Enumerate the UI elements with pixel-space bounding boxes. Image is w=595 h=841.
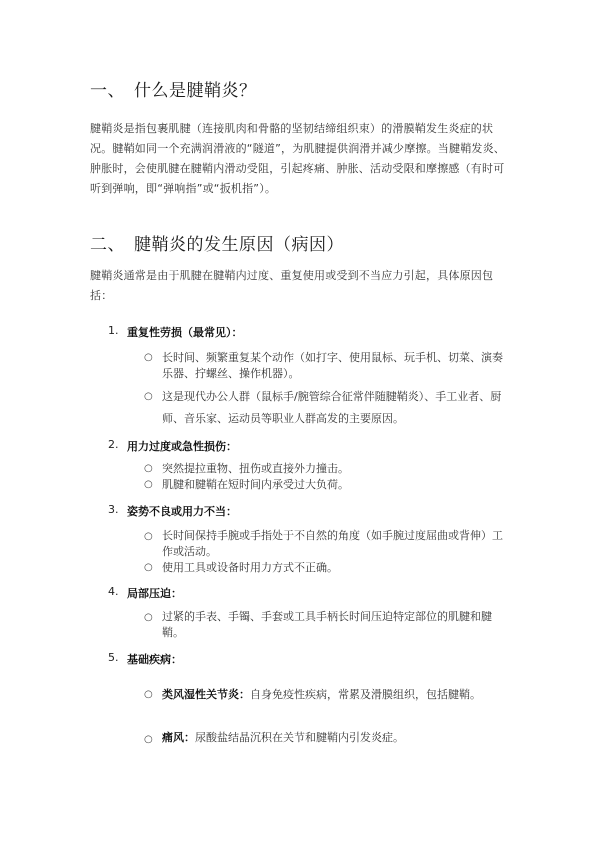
bullet-icon: ○ (144, 734, 153, 745)
section1-paragraph: 腱鞘炎是指包裹肌腱（连接肌肉和骨骼的坚韧结缔组织束）的滑膜鞘发生炎症的状况。腱鞘如同一个充满润滑液的“隧道”，为肌腱提供润滑并减少摩擦。当腱鞘发炎、肿胀时，会使肌腱在腱鞘内滑动受阻，引起疼痛、肿胀、活动受限和摩擦感（有时可听到弹响，即“弹响指”或“扳机指”）。 (90, 122, 505, 195)
cause-5-point-1-label: 类风湿性关节炎： (162, 688, 250, 701)
cause-5-point-1-text: 自身免疫性疾病，常累及滑膜组织，包括腱鞘。 (250, 688, 481, 701)
cause-3-number: 3. (108, 503, 119, 516)
cause-5-point-2 (162, 730, 507, 746)
bullet-icon: ○ (144, 391, 153, 402)
cause-3-point-1: 长时间保持手腕或手指处于不自然的角度（如手腕过度屈曲或背伸）工作或活动。 (162, 529, 503, 558)
cause-1-point-2: 这是现代办公人群（鼠标手/腕管综合征常伴随腱鞘炎）、手工业者、厨师、音乐家、运动员等职业人群高发的主要原因。 (162, 390, 502, 425)
bullet-icon: ○ (144, 352, 153, 363)
cause-4-title: 局部压迫： (127, 587, 182, 600)
section1-heading: 一、 什么是腱鞘炎？ (90, 81, 257, 101)
bullet-icon: ○ (144, 531, 153, 542)
bullet-icon: ○ (144, 612, 153, 623)
cause-4-point-1: 过紧的手表、手镯、手套或工具手柄长时间压迫特定部位的肌腱和腱鞘。 (162, 610, 492, 639)
bullet-icon: ○ (144, 479, 153, 490)
cause-1-number: 1. (108, 324, 119, 337)
cause-1-title: 重复性劳损（最常见）： (127, 326, 243, 339)
bullet-icon: ○ (144, 562, 153, 573)
bullet-icon: ○ (144, 463, 153, 474)
cause-2-title: 用力过度或急性损伤： (127, 440, 237, 453)
section2-heading: 二、 腱鞘炎的发生原因（病因） (90, 235, 344, 255)
cause-1-point-1: 长时间、频繁重复某个动作（如打字、使用鼠标、玩手机、切菜、演奏乐器、拧螺丝、操作机器）。 (162, 351, 503, 380)
section2-intro: 腱鞘炎通常是由于肌腱在腱鞘内过度、重复使用或受到不当应力引起，具体原因包括： (90, 269, 494, 302)
cause-3-title: 姿势不良或用力不当： (127, 505, 237, 518)
cause-3-point-2: 使用工具或设备时用力方式不正确。 (162, 561, 338, 574)
cause-5-title: 基础疾病： (127, 653, 182, 666)
cause-5-point-2-text: 尿酸盐结晶沉积在关节和腱鞘内引发炎症。 (195, 731, 404, 744)
bullet-icon: ○ (144, 689, 153, 700)
cause-5-number: 5. (108, 651, 119, 664)
cause-2-number: 2. (108, 438, 119, 451)
cause-5-point-2-label: 痛风： (162, 731, 195, 744)
cause-4-number: 4. (108, 585, 119, 598)
cause-2-point-2: 肌腱和腱鞘在短时间内承受过大负荷。 (162, 478, 349, 491)
cause-2-point-1: 突然提拉重物、扭伤或直接外力撞击。 (162, 462, 349, 475)
cause-5-point-1 (162, 684, 507, 706)
